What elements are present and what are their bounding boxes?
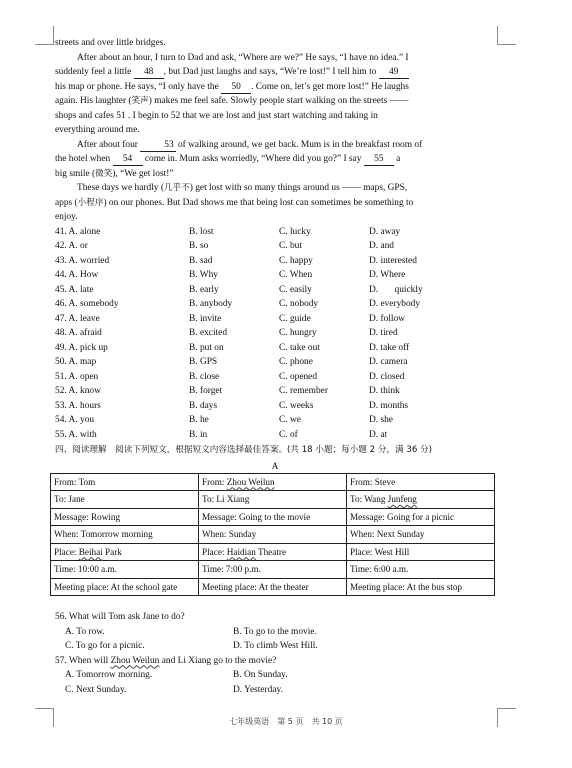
answer-choice: D. Yesterday. xyxy=(233,684,283,695)
passage-text: that we are lost and just start watching and taking in xyxy=(182,110,378,121)
blank-number: 55 xyxy=(364,154,394,166)
table-cell xyxy=(347,508,495,526)
proper-noun: Junfeng xyxy=(387,494,417,504)
passage-text: After about an hour, I turn to Dad and ask, “Where are we?” He says, “I have no idea.” I xyxy=(77,52,409,63)
option-choice: B. he xyxy=(189,415,209,425)
passage-line xyxy=(55,80,495,95)
passage-text: of walking around, we get back. Mum is in the breakfast room of xyxy=(175,139,423,150)
passage-text: These days we hardly ( xyxy=(77,183,164,193)
option-choice: 46. A. somebody xyxy=(55,299,119,309)
passage-line xyxy=(55,51,495,66)
table-cell xyxy=(51,491,199,509)
table-cell xyxy=(347,526,495,544)
chinese-gloss: 微笑 xyxy=(95,168,113,179)
option-choice: B. days xyxy=(189,400,218,411)
option-choice: B. forget xyxy=(189,386,223,396)
passage-text: a xyxy=(393,154,401,164)
passage-line xyxy=(55,65,495,80)
option-choice: D. closed xyxy=(369,371,405,382)
option-choice: B. early xyxy=(189,284,219,295)
stem-text: 57. When will xyxy=(55,655,111,666)
cell-text: To: Li Xiang xyxy=(202,494,250,504)
option-choice: 55. A. with xyxy=(55,429,97,440)
cell-text: Place: xyxy=(202,546,227,557)
passage-text: come in. Mum asks worriedly, “Where did you go?” I say xyxy=(142,154,364,164)
option-choice: D. away xyxy=(369,226,401,237)
option-choice: D. everybody xyxy=(369,299,421,309)
table-row xyxy=(51,561,495,579)
option-choice: C. nobody xyxy=(279,299,319,309)
table-cell xyxy=(347,543,495,561)
blank-number: 51 xyxy=(116,110,128,121)
option-choice: D. tired xyxy=(369,328,398,338)
answer-choice: A. Tomorrow morning. xyxy=(65,670,153,680)
cell-text: Meeting place: At the bus stop xyxy=(350,581,463,592)
answer-choice: D. To climb West Hill. xyxy=(233,641,318,651)
table-cell xyxy=(347,578,495,596)
passage-text: apps ( xyxy=(55,197,78,208)
option-choice: 41. A. alone xyxy=(55,226,101,237)
proper-noun: Zhou Weilun xyxy=(110,655,160,666)
cell-text: From: Steve xyxy=(350,476,396,487)
option-row xyxy=(55,399,495,414)
passage-text: ), “We get lost!” xyxy=(112,168,174,179)
option-choice: B. Why xyxy=(189,270,218,280)
question-options xyxy=(55,639,495,654)
option-choice: B. close xyxy=(189,371,220,382)
cell-text: To: Jane xyxy=(54,494,85,504)
option-choice: 50. A. map xyxy=(55,357,97,367)
cell-text: Time: 6:00 a.m. xyxy=(350,564,409,574)
cell-text: When: Tomorrow morning xyxy=(54,529,153,539)
passage-text: ) on our phones. But Dad shows me that being lost can sometimes be something to xyxy=(103,197,414,208)
notes-table xyxy=(50,473,495,597)
option-choice: B. excited xyxy=(189,328,228,338)
option-row xyxy=(55,326,495,341)
passage-line xyxy=(55,181,495,196)
question xyxy=(55,654,495,698)
option-choice: B. anybody xyxy=(189,299,233,309)
passage-text: the hotel when xyxy=(55,154,113,164)
option-choice: 51. A. open xyxy=(55,371,99,382)
passage-text: everything around me. xyxy=(55,125,140,135)
option-choice: C. weeks xyxy=(279,400,314,411)
option-choice: C. easily xyxy=(279,284,312,295)
cell-text: Meeting place: At the school gate xyxy=(54,581,178,592)
cloze-passage xyxy=(55,36,495,225)
table-cell xyxy=(199,543,347,561)
proper-noun: Beihai xyxy=(78,546,103,557)
option-choice: D. she xyxy=(369,415,393,425)
page-content xyxy=(55,36,495,697)
option-choice: 44. A. How xyxy=(55,270,99,280)
option-choice: B. in xyxy=(189,429,208,440)
option-choice: 54. A. you xyxy=(55,415,95,425)
table-cell xyxy=(199,526,347,544)
passage-line xyxy=(55,138,495,153)
option-choice: C. we xyxy=(279,415,301,425)
table-row xyxy=(51,473,495,491)
option-choice: C. guide xyxy=(279,313,311,324)
crop-mark-top-left xyxy=(35,26,54,45)
blank-number: 52 xyxy=(170,110,183,121)
passage-line xyxy=(55,123,495,138)
passage-text: ) get lost with so many things around us —— maps, GPS, xyxy=(189,183,408,193)
passage-text: streets and over little bridges. xyxy=(55,38,166,48)
chinese-gloss: 笑声 xyxy=(131,96,149,106)
option-choice: D. follow xyxy=(369,313,405,324)
cell-text: Place: xyxy=(54,546,79,557)
passage-text: his map or phone. He says, “I only have the xyxy=(55,81,222,92)
passage-line xyxy=(55,109,495,124)
option-choice: B. put on xyxy=(189,342,224,353)
blank-number: 48 xyxy=(134,67,164,79)
passage-line xyxy=(55,94,495,109)
table-row xyxy=(51,491,495,509)
option-choice: C. hungry xyxy=(279,328,317,338)
passage-line xyxy=(55,210,495,225)
stem-text: and Li Xiang go to the movie? xyxy=(159,655,277,666)
table-cell xyxy=(51,526,199,544)
table-cell xyxy=(51,543,199,561)
cell-text: To: Wang xyxy=(350,494,388,504)
table-cell xyxy=(347,561,495,579)
passage-line xyxy=(55,196,495,211)
option-choice: C. take out xyxy=(279,342,320,353)
option-row xyxy=(55,297,495,312)
option-choice: C. opened xyxy=(279,371,318,382)
cell-text: Meeting place: At the theater xyxy=(202,581,309,592)
table-cell xyxy=(199,491,347,509)
question-options xyxy=(55,625,495,640)
option-choice: C. phone xyxy=(279,357,313,367)
table-cell xyxy=(51,578,199,596)
option-choice: 52. A. know xyxy=(55,386,101,396)
blank-number: 49 xyxy=(379,67,409,79)
cell-text: From: xyxy=(202,476,227,487)
option-choice: D. take off xyxy=(369,342,410,353)
table-row xyxy=(51,508,495,526)
option-choice: C. lucky xyxy=(279,226,311,237)
table-row xyxy=(51,543,495,561)
option-row xyxy=(55,428,495,443)
page-footer: 七年级英语 第 5 页 共 10 页 xyxy=(229,717,343,726)
chinese-gloss: 小程序 xyxy=(77,197,104,208)
answer-choice: C. Next Sunday. xyxy=(65,684,127,695)
passage-line xyxy=(55,167,495,182)
option-row xyxy=(55,413,495,428)
table-cell xyxy=(51,508,199,526)
cell-text: Time: 10:00 a.m. xyxy=(54,564,117,574)
table-row xyxy=(51,578,495,596)
passage-text: . Come on, let’s get more lost!” He laughs xyxy=(251,81,409,92)
passage-text: suddenly feel a little xyxy=(55,67,134,77)
answer-choice: A. To row. xyxy=(65,626,105,637)
option-row xyxy=(55,370,495,385)
cell-text: Time: 7:00 p.m. xyxy=(202,564,261,574)
passage-text: shops and cafes xyxy=(55,110,117,121)
crop-mark-top-right xyxy=(497,26,516,45)
question-stem xyxy=(55,654,495,669)
chinese-gloss: 几乎不 xyxy=(163,183,190,193)
option-choice: 42. A. or xyxy=(55,241,88,251)
question-options xyxy=(55,668,495,683)
cell-text: Place: West Hill xyxy=(350,546,410,557)
option-row xyxy=(55,268,495,283)
table-cell xyxy=(199,561,347,579)
table-cell xyxy=(51,561,199,579)
passage-text: ) makes me feel safe. Slowly people start walking on the streets —— xyxy=(148,96,409,106)
passage-text: . I begin to xyxy=(127,110,171,121)
option-choice: D. at xyxy=(369,429,388,440)
cell-text: When: Sunday xyxy=(202,529,257,539)
passage-line xyxy=(55,152,495,167)
option-choice: D. think xyxy=(369,386,400,396)
passage-text: again. His laughter ( xyxy=(55,96,132,106)
option-choice: D. interested xyxy=(369,255,417,266)
passage-text: enjoy. xyxy=(55,212,78,222)
option-row xyxy=(55,225,495,240)
question xyxy=(55,610,495,654)
option-choice: D. months xyxy=(369,400,409,411)
option-choice: B. GPS xyxy=(189,357,218,367)
passage-text: After about four xyxy=(77,139,141,150)
option-choice: D. quickly xyxy=(369,284,423,295)
option-choice: B. invite xyxy=(189,313,222,324)
cell-text: Park xyxy=(102,546,122,557)
option-row xyxy=(55,239,495,254)
cell-text: When: Next Sunday xyxy=(350,529,425,539)
question-stem: 56. What will Tom ask Jane to do? xyxy=(55,612,185,622)
table-row xyxy=(51,526,495,544)
option-row xyxy=(55,384,495,399)
option-choice: D. and xyxy=(369,241,394,251)
option-row xyxy=(55,341,495,356)
option-row xyxy=(55,312,495,327)
option-choice: C. of xyxy=(279,429,298,440)
option-choice: D. Where xyxy=(369,270,406,280)
questions xyxy=(55,610,495,697)
cell-text: Message: Going for a picnic xyxy=(350,511,455,522)
question-options xyxy=(55,683,495,698)
option-choice: C. but xyxy=(279,241,302,251)
option-row xyxy=(55,283,495,298)
cloze-options xyxy=(55,225,495,443)
option-choice: 45. A. late xyxy=(55,284,94,295)
proper-noun: Zhou Weilun xyxy=(226,476,275,487)
blank-number: 54 xyxy=(113,154,143,166)
answer-choice: B. To go to the movie. xyxy=(233,626,317,637)
option-choice: 53. A. hours xyxy=(55,400,101,411)
passage-text: big smile ( xyxy=(55,168,96,179)
option-row xyxy=(55,355,495,370)
blank-number: 50 xyxy=(221,82,251,94)
answer-choice: B. On Sunday. xyxy=(233,670,288,680)
cell-text: Message: Rowing xyxy=(54,511,121,522)
cell-text: From: Tom xyxy=(54,476,96,487)
option-choice: C. happy xyxy=(279,255,313,266)
option-choice: 47. A. leave xyxy=(55,313,100,324)
option-choice: B. lost xyxy=(189,226,214,237)
table-cell xyxy=(51,473,199,491)
table-cell xyxy=(347,491,495,509)
cell-text: Message: Going to the movie xyxy=(202,511,311,522)
table-cell xyxy=(347,473,495,491)
passage-text: , but Dad just laughs and says, “We’re lost!” I tell him to xyxy=(163,67,379,77)
proper-noun: Haidian xyxy=(226,546,256,557)
table-cell xyxy=(199,508,347,526)
option-choice: 49. A. pick up xyxy=(55,342,108,353)
option-choice: 43. A. worried xyxy=(55,255,110,266)
table-cell xyxy=(199,578,347,596)
passage-line xyxy=(55,36,495,51)
option-row xyxy=(55,254,495,269)
cell-text: Theatre xyxy=(255,546,287,557)
option-choice: B. sad xyxy=(189,255,213,266)
table-cell xyxy=(199,473,347,491)
option-choice: 48. A. afraid xyxy=(55,328,102,338)
section-heading: 四、阅读理解 阅读下列短文，根据短文内容选择最佳答案。(共 18 小题；每小题 2 分，满 36 分) xyxy=(55,445,432,455)
passage-a-label: A xyxy=(271,461,279,472)
option-choice: B. so xyxy=(189,241,209,251)
option-choice: C. When xyxy=(279,270,313,280)
answer-choice: C. To go for a picnic. xyxy=(65,641,145,651)
blank-number: 53 xyxy=(140,140,175,152)
option-choice: C. remember xyxy=(279,386,328,396)
option-choice: D. camera xyxy=(369,357,408,367)
